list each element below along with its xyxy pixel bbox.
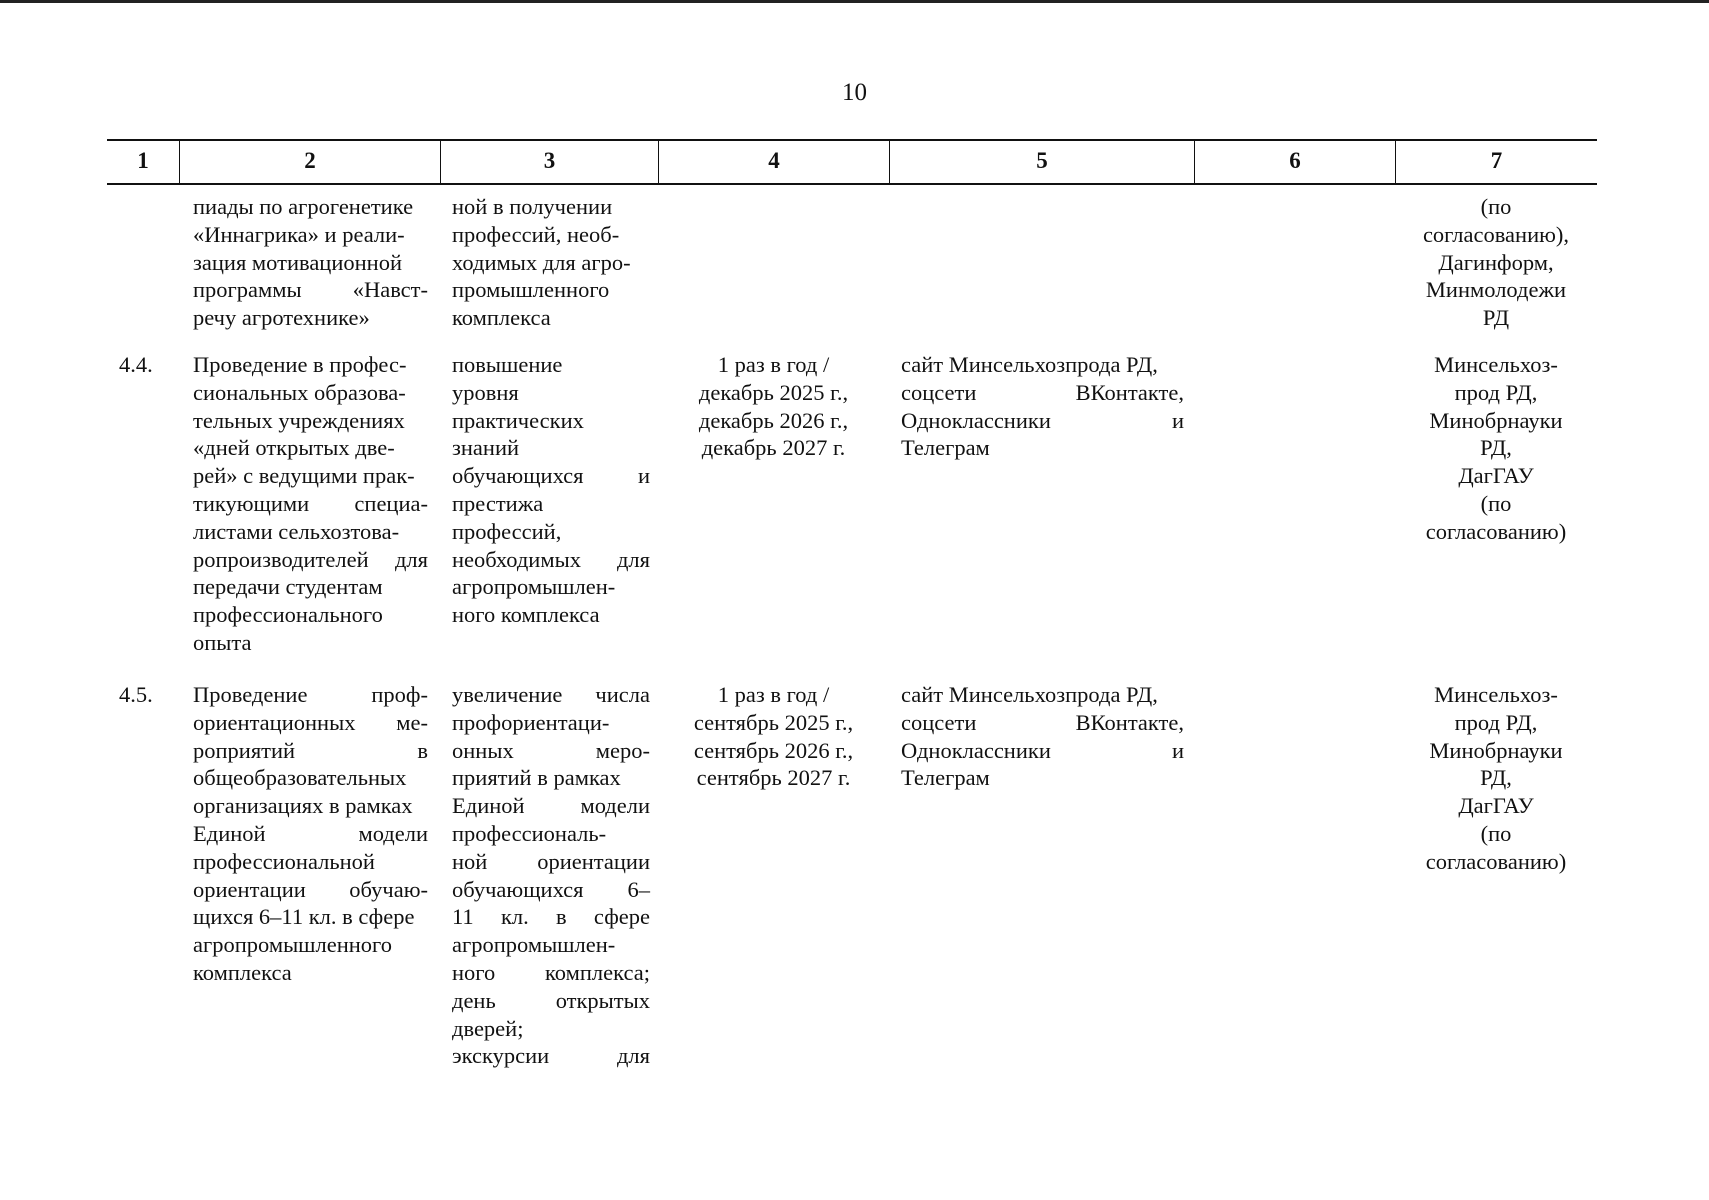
cell-text-line: 1 раз в год /: [717, 682, 830, 707]
cell-text-line: комплекса: [193, 959, 292, 985]
cell-text-line: 11 кл. в сфере: [452, 904, 650, 930]
header-col-6: 6: [1194, 141, 1395, 183]
cell-text-line: тикующими специа-: [193, 490, 428, 516]
cell-text-line: день открытых: [452, 987, 650, 1013]
cell-text-line: декабрь 2025 г.,: [698, 379, 849, 405]
publication-cell: [889, 681, 1194, 1061]
cell-text-line: РД: [1482, 305, 1510, 331]
cell-text-line: (по: [1480, 194, 1512, 219]
column-6-cell: [1194, 351, 1395, 681]
header-col-2: 2: [179, 141, 440, 183]
cell-text-line: программы «Навст-: [193, 277, 428, 303]
timing-cell: [658, 193, 889, 337]
cell-text-line: согласованию): [1425, 518, 1567, 544]
cell-text-line: Одноклассники и: [901, 737, 1184, 763]
column-6-cell: [1194, 193, 1395, 337]
cell-text-line: повышение: [452, 352, 563, 377]
cell-text-line: профессий, необ-: [452, 221, 620, 247]
cell-text-line: ориентации обучаю-: [193, 876, 428, 902]
cell-text-line: Минсельхоз-: [1434, 682, 1558, 707]
header-col-4: 4: [658, 141, 889, 183]
cell-text-line: Минобрнауки: [1429, 407, 1563, 433]
cell-text-line: Дагинформ,: [1438, 249, 1554, 275]
cell-text-line: профессионального: [193, 602, 383, 628]
cell-text-line: общеобразовательных: [193, 765, 407, 791]
cell-text-line: (по: [1480, 820, 1512, 846]
header-col-1: 1: [137, 148, 149, 173]
cell-text-line: роприятий в: [193, 737, 428, 763]
cell-text-line: профессий,: [452, 518, 562, 544]
cell-text-line: промышленного: [452, 277, 610, 303]
cell-text-line: ной в получении: [452, 194, 613, 219]
cell-text-line: практических: [452, 407, 584, 433]
cell-text-line: организациях в рамках: [193, 793, 413, 819]
table-row: [107, 681, 1597, 1069]
scan-top-edge: [0, 0, 1709, 3]
cell-text-line: Единой модели: [452, 793, 650, 819]
cell-text-line: согласованию): [1425, 848, 1567, 874]
cell-text-line: необходимых для: [452, 546, 650, 572]
item-number-cell: 4.5.: [119, 682, 153, 707]
table-row: [107, 193, 1597, 337]
cell-text-line: зация мотивационной: [193, 249, 403, 275]
cell-text-line: профессиональ-: [452, 820, 607, 846]
cell-text-line: декабрь 2026 г.,: [698, 407, 849, 433]
item-number-cell: [107, 193, 179, 337]
cell-text-line: сайт Минсельхозпрода РД,: [901, 352, 1158, 377]
cell-text-line: Телеграм: [901, 435, 990, 461]
cell-text-line: тельных учреждениях: [193, 407, 405, 433]
cell-text-line: листами сельхозтова-: [193, 518, 400, 544]
cell-text-line: Одноклассники и: [901, 407, 1184, 433]
cell-text-line: прод РД,: [1454, 709, 1538, 735]
publication-cell: [889, 351, 1194, 681]
cell-text-line: уровня: [452, 379, 519, 405]
cell-text-line: РД,: [1480, 435, 1512, 461]
cell-text-line: 1 раз в год /: [717, 352, 830, 377]
table-body: [107, 193, 1597, 1069]
cell-text-line: ного комплекса;: [452, 959, 650, 985]
cell-text-line: обучающихся и: [452, 463, 650, 489]
cell-text-line: ДагГАУ: [1458, 463, 1534, 489]
cell-text-line: прод РД,: [1454, 379, 1538, 405]
cell-text-line: профессиональной: [193, 848, 375, 874]
cell-text-line: сентябрь 2027 г.: [696, 765, 851, 791]
cell-text-line: РД,: [1480, 765, 1512, 791]
cell-text-line: соцсети ВКонтакте,: [901, 709, 1184, 735]
event-name-cell: [179, 681, 440, 1061]
cell-text-line: профориентаци-: [452, 709, 610, 735]
cell-text-line: дверей;: [452, 1015, 524, 1041]
cell-text-line: декабрь 2027 г.: [701, 435, 846, 461]
cell-text-line: сентябрь 2026 г.,: [693, 737, 854, 763]
cell-text-line: Минмолодежи: [1425, 277, 1567, 303]
cell-text-line: престижа: [452, 490, 544, 516]
cell-text-line: знаний: [452, 435, 520, 461]
expected-result-cell: [440, 351, 658, 681]
item-number-cell: 4.4.: [119, 352, 153, 377]
responsible-cell: [1395, 193, 1597, 337]
cell-text-line: опыта: [193, 629, 252, 655]
header-col-5: 5: [889, 141, 1194, 183]
cell-text-line: онных меро-: [452, 737, 650, 763]
cell-text-line: экскурсии для: [452, 1043, 650, 1069]
cell-text-line: сиональных образова-: [193, 379, 406, 405]
cell-text-line: ной ориентации: [452, 848, 650, 874]
responsible-cell: [1395, 351, 1597, 681]
cell-text-line: обучающихся 6–: [452, 876, 650, 902]
cell-text-line: соцсети ВКонтакте,: [901, 379, 1184, 405]
event-name-cell: [179, 351, 440, 681]
page-number: 10: [842, 79, 867, 106]
cell-text-line: пиады по агрогенетике: [193, 194, 414, 219]
cell-text-line: сентябрь 2025 г.,: [693, 709, 854, 735]
column-6-cell: [1194, 681, 1395, 1061]
cell-text-line: согласованию),: [1422, 221, 1570, 247]
cell-text-line: ходимых для агро-: [452, 249, 631, 275]
cell-text-line: Минобрнауки: [1429, 737, 1563, 763]
event-name-cell: [179, 193, 440, 337]
publication-cell: [889, 193, 1194, 337]
cell-text-line: Телеграм: [901, 765, 990, 791]
cell-text-line: Проведение в профес-: [193, 352, 407, 377]
cell-text-line: агропромышлен-: [452, 932, 616, 958]
cell-text-line: ного комплекса: [452, 602, 600, 628]
cell-text-line: ориентационных ме-: [193, 709, 428, 735]
cell-text-line: увеличение числа: [452, 682, 650, 707]
header-col-7: 7: [1395, 141, 1597, 183]
responsible-cell: [1395, 681, 1597, 1061]
cell-text-line: щихся 6–11 кл. в сфере: [193, 904, 415, 930]
table-row: [107, 351, 1597, 681]
cell-text-line: Проведение проф-: [193, 682, 428, 707]
cell-text-line: Единой модели: [193, 820, 428, 846]
cell-text-line: «дней открытых две-: [193, 435, 395, 461]
cell-text-line: речу агротехнике»: [193, 305, 370, 331]
cell-text-line: комплекса: [452, 305, 551, 331]
cell-text-line: (по: [1480, 490, 1512, 516]
table-header-row: [107, 139, 1597, 185]
expected-result-cell: [440, 681, 658, 1069]
cell-text-line: «Иннагрика» и реали-: [193, 221, 405, 247]
timing-cell: [658, 351, 889, 681]
timing-cell: [658, 681, 889, 1061]
header-col-3: 3: [440, 141, 658, 183]
cell-text-line: агропромышлен-: [452, 574, 616, 600]
cell-text-line: ДагГАУ: [1458, 793, 1534, 819]
cell-text-line: передачи студентам: [193, 574, 383, 600]
cell-text-line: сайт Минсельхозпрода РД,: [901, 682, 1158, 707]
cell-text-line: агропромышленного: [193, 932, 392, 958]
cell-text-line: приятий в рамках: [452, 765, 621, 791]
cell-text-line: Минсельхоз-: [1434, 352, 1558, 377]
cell-text-line: ропроизводителей для: [193, 546, 428, 572]
cell-text-line: рей» с ведущими прак-: [193, 463, 415, 489]
plan-table: [107, 139, 1597, 1069]
expected-result-cell: [440, 193, 658, 337]
